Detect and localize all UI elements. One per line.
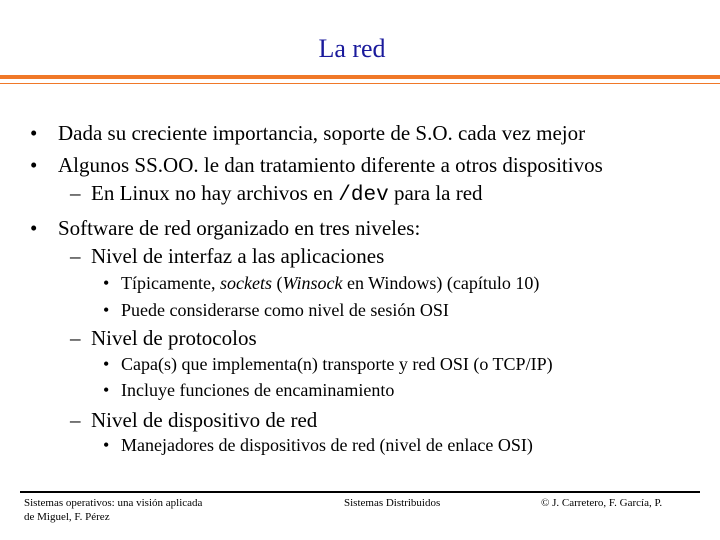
title-rule-thick <box>0 75 720 79</box>
dash-marker: – <box>70 181 81 205</box>
dash-marker: – <box>70 326 81 350</box>
bullet-text: Nivel de interfaz a las aplicaciones <box>91 244 385 268</box>
footer-course: Sistemas Distribuidos <box>344 497 441 509</box>
bullet-text: En Linux no hay archivos en /dev para la red <box>91 181 483 207</box>
bullet-text: Nivel de protocolos <box>91 326 257 350</box>
bullet-text: Nivel de dispositivo de red <box>91 408 318 432</box>
title-rule-thin <box>0 83 720 84</box>
footer-rule <box>20 491 700 493</box>
bullet-text: Típicamente, sockets (Winsock en Windows) (capítulo 10) <box>121 273 540 293</box>
bullet-marker: • <box>103 300 110 320</box>
bullet-marker: • <box>103 354 110 374</box>
bullet-marker: • <box>30 216 38 240</box>
bullet-marker: • <box>30 153 38 177</box>
footer-book <box>24 496 202 524</box>
code-path: /dev <box>338 184 389 207</box>
bullet-marker: • <box>103 435 110 455</box>
bullet-text: Algunos SS.OO. le dan tratamiento diferente a otros dispositivos <box>58 153 603 177</box>
footer-book-authors: de Miguel, F. Pérez <box>24 511 110 523</box>
bullet-text: Manejadores de dispositivos de red (nivel de enlace OSI) <box>121 435 533 455</box>
bullet-marker: • <box>103 273 110 293</box>
bullet-text: Capa(s) que implementa(n) transporte y red OSI (o TCP/IP) <box>121 354 553 374</box>
footer-copyright: © J. Carretero, F. García, P. <box>541 497 663 509</box>
bullet-marker: • <box>103 380 110 400</box>
slide-title: La red <box>318 34 386 63</box>
bullet-marker: • <box>30 121 38 145</box>
dash-marker: – <box>70 408 81 432</box>
dash-marker: – <box>70 244 81 268</box>
bullet-text: Software de red organizado en tres niveles: <box>58 216 421 240</box>
bullet-text: Puede considerarse como nivel de sesión OSI <box>121 300 449 320</box>
footer-book-title: Sistemas operativos: una visión aplicada <box>24 497 203 509</box>
bullet-text: Incluye funciones de encaminamiento <box>121 380 395 400</box>
bullet-text: Dada su creciente importancia, soporte de S.O. cada vez mejor <box>58 121 586 145</box>
